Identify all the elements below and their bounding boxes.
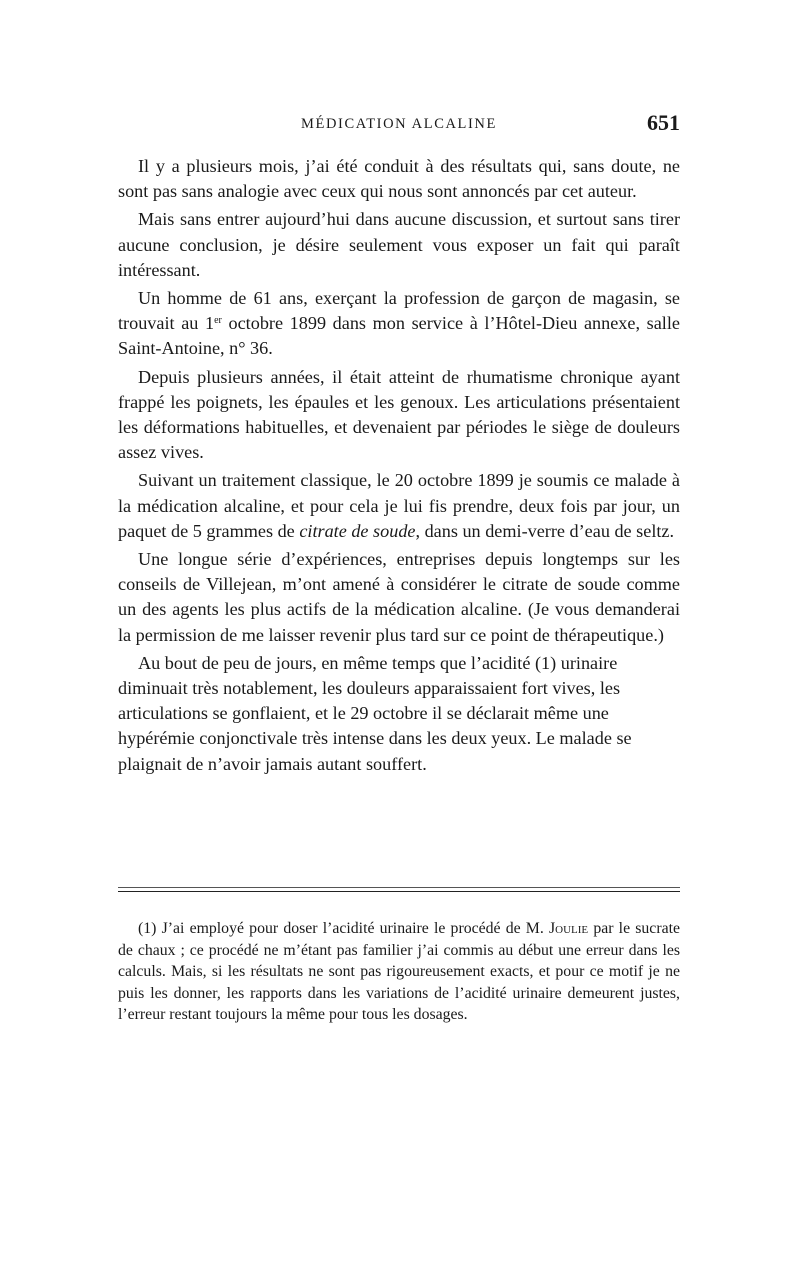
paragraph-text: , dans un demi-verre d’eau de seltz. xyxy=(415,520,675,541)
running-head xyxy=(118,110,680,140)
ordinal-superscript: er xyxy=(214,315,222,327)
paragraph-text: octobre 1899 dans mon service à l’Hôtel-Dieu annexe, salle Saint-Antoine, n° 36. xyxy=(118,313,680,359)
paragraph: Il y a plusieurs mois, j’ai été conduit à des résultats qui, sans doute, ne sont pas sans analogie avec ceux qui nous sont annoncés par cet auteur. xyxy=(118,156,680,202)
author-name: Joulie xyxy=(549,920,589,937)
footnote-separator-rule xyxy=(118,891,680,892)
paragraph: Une longue série d’expériences, entreprises depuis longtemps sur les conseils de Villejean, m’ont amené à considérer le citrate de soude comme un des agents les plus actifs de la médication alcaline. (Je vous demanderai la permission de me laisser revenir plus tard sur ce point de thérapeutique.) xyxy=(118,549,680,645)
footnote xyxy=(118,918,680,1026)
paragraph xyxy=(118,286,680,362)
body-text xyxy=(118,154,680,777)
page-number: 651 xyxy=(647,110,680,135)
paragraph-text: Un homme de 61 ans, exerçant la profession de garçon de magasin, se trouvait au 1 xyxy=(118,288,680,334)
paragraph-text: Suivant un traitement classique, le 20 octobre 1899 je soumis ce malade à la médication alcaline, et pour cela je lui fis prendre, deux fois par jour, un paquet de 5 grammes de xyxy=(118,470,680,541)
footnote-separator-rule xyxy=(118,887,680,888)
footnote-text: (1) J’ai employé pour doser l’acidité urinaire le procédé de M. xyxy=(138,920,549,937)
paragraph: Au bout de peu de jours, en même temps que l’acidité (1) urinaire diminuait très notablement, les douleurs apparaissaient fort vives, les articulations se gonflaient, et le 29 octobre il se déclarait même une hypérémie conjonctivale très intense dans les deux yeux. Le malade se plaignait de n’avoir jamais autant souffert. xyxy=(118,652,632,774)
italic-term: citrate de soude xyxy=(299,520,416,541)
paragraph: Depuis plusieurs années, il était atteint de rhumatisme chronique ayant frappé les poignets, les épaules et les genoux. Les articulations présentaient les déformations habituelles, et devenaient par périodes le siège de douleurs assez vives. xyxy=(118,366,680,463)
paragraph xyxy=(118,468,680,544)
footnotes xyxy=(118,918,680,1026)
footnote-text: par le sucrate de chaux ; ce procédé ne m’étant pas familier j’ai commis au début une erreur dans les calculs. Mais, si les résultats ne sont pas rigoureusement exacts, et pour ce motif je ne puis les donner, les rapports dans les variations de l’acidité urinaire demeurent justes, l’erreur restant toujours la même pour tous les dosages. xyxy=(118,920,680,1023)
book-page xyxy=(118,0,680,1262)
paragraph: Mais sans entrer aujourd’hui dans aucune discussion, et surtout sans tirer aucune conclusion, je désire seulement vous exposer un fait qui paraît intéressant. xyxy=(118,209,680,280)
running-title: MÉDICATION ALCALINE xyxy=(301,116,497,132)
